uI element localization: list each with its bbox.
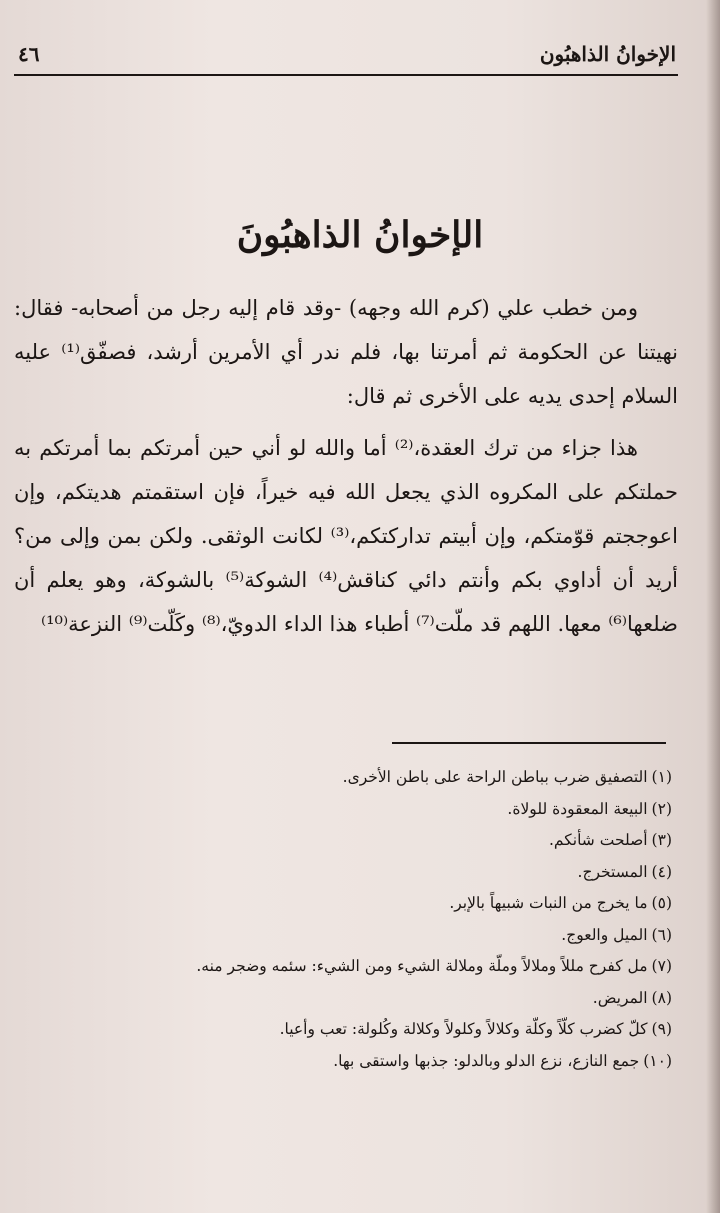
- footnote-text: الميل والعوج.: [561, 925, 648, 944]
- footnote-item: [60, 825, 672, 857]
- body-text: [14, 286, 678, 646]
- footnotes-list: [60, 762, 672, 1077]
- footnote-item: [60, 794, 672, 826]
- page-edge-shadow: [706, 0, 720, 1213]
- footnote-number: (٥): [651, 894, 672, 912]
- footnote-item: [60, 762, 672, 794]
- footnote-number: (٤): [651, 862, 672, 881]
- chapter-title: الإخوانُ الذاهبُونَ: [236, 214, 484, 256]
- running-title: الإخوانُ الذاهبُون: [539, 42, 676, 66]
- footnote-text: البيعة المعقودة للولاة.: [507, 799, 648, 818]
- paragraph: ومن خطب علي (كرم الله وجهه) -وقد قام إليه رجل من أصحابه- فقال: نهيتنا عن الحكومة ثم أمرتنا بها، فلم ندر أي الأمرين أرشد، فصفّق⁽¹⁾ عليه السلام إحدى يديه على الأخرى ثم قال:: [14, 296, 678, 408]
- footnote-rule: [392, 742, 666, 744]
- footnote-item: [60, 857, 672, 889]
- page-number: ٤٦: [18, 42, 40, 66]
- footnote-number: (٢): [651, 799, 672, 818]
- footnote-item: [60, 920, 672, 952]
- footnote-number: (١٠): [643, 1051, 672, 1070]
- footnote-text: المستخرج.: [577, 862, 648, 881]
- footnote-text: ما يخرج من النبات شبيهاً بالإبر.: [449, 894, 648, 912]
- footnote-text: التصفيق ضرب بباطن الراحة على باطن الأخرى.: [342, 768, 648, 786]
- footnote-item: [60, 1046, 672, 1078]
- footnote-item: [60, 1014, 672, 1046]
- footnote-item: [60, 951, 672, 983]
- footnote-number: (٩): [651, 1020, 672, 1038]
- footnote-number: (٧): [651, 957, 672, 975]
- page-header: [18, 40, 676, 76]
- header-rule: [14, 74, 678, 76]
- footnote-text: المريض.: [592, 988, 648, 1007]
- footnote-item: [60, 983, 672, 1015]
- footnote-number: (٨): [651, 988, 672, 1007]
- footnote-text: مل كفرح مللاً وملالاً وملّة وملالة الشيء ومن الشيء: سئمه وضجر منه.: [196, 957, 648, 975]
- footnote-number: (١): [651, 768, 672, 786]
- footnote-item: [60, 888, 672, 920]
- footnote-number: (٣): [651, 831, 672, 849]
- footnote-text: كلّ كضرب كلّاً وكلّة وكلالاً وكلولاً وكلالة وكُلولة: تعب وأعيا.: [279, 1020, 648, 1038]
- paragraph: هذا جزاء من ترك العقدة،⁽²⁾ أما والله لو أني حين أمرتكم بما أمرتكم به حملتكم على المكروه الذي يجعل الله فيه خيراً، فإن استقمتم هديتكم، وإن اعوججتم قوّمتكم، وإن أبيتم تداركتكم،⁽³⁾ لكانت الوثقى. ولكن بمن وإلى من؟ أريد أن أداوي بكم وأنتم دائي كناقش⁽⁴⁾ الشوكة⁽⁵⁾ بالشوكة، وهو يعلم أن ضلعها⁽⁶⁾ معها. اللهم قد ملّت⁽⁷⁾ أطباء هذا الداء الدويّ،⁽⁸⁾ وكَلّت⁽⁹⁾ النزعة⁽¹⁰⁾: [14, 436, 679, 636]
- footnote-text: أصلحت شأنكم.: [548, 831, 648, 849]
- footnote-number: (٦): [651, 925, 672, 944]
- footnote-text: جمع النازع، نزع الدلو وبالدلو: جذبها واستقى بها.: [333, 1051, 640, 1070]
